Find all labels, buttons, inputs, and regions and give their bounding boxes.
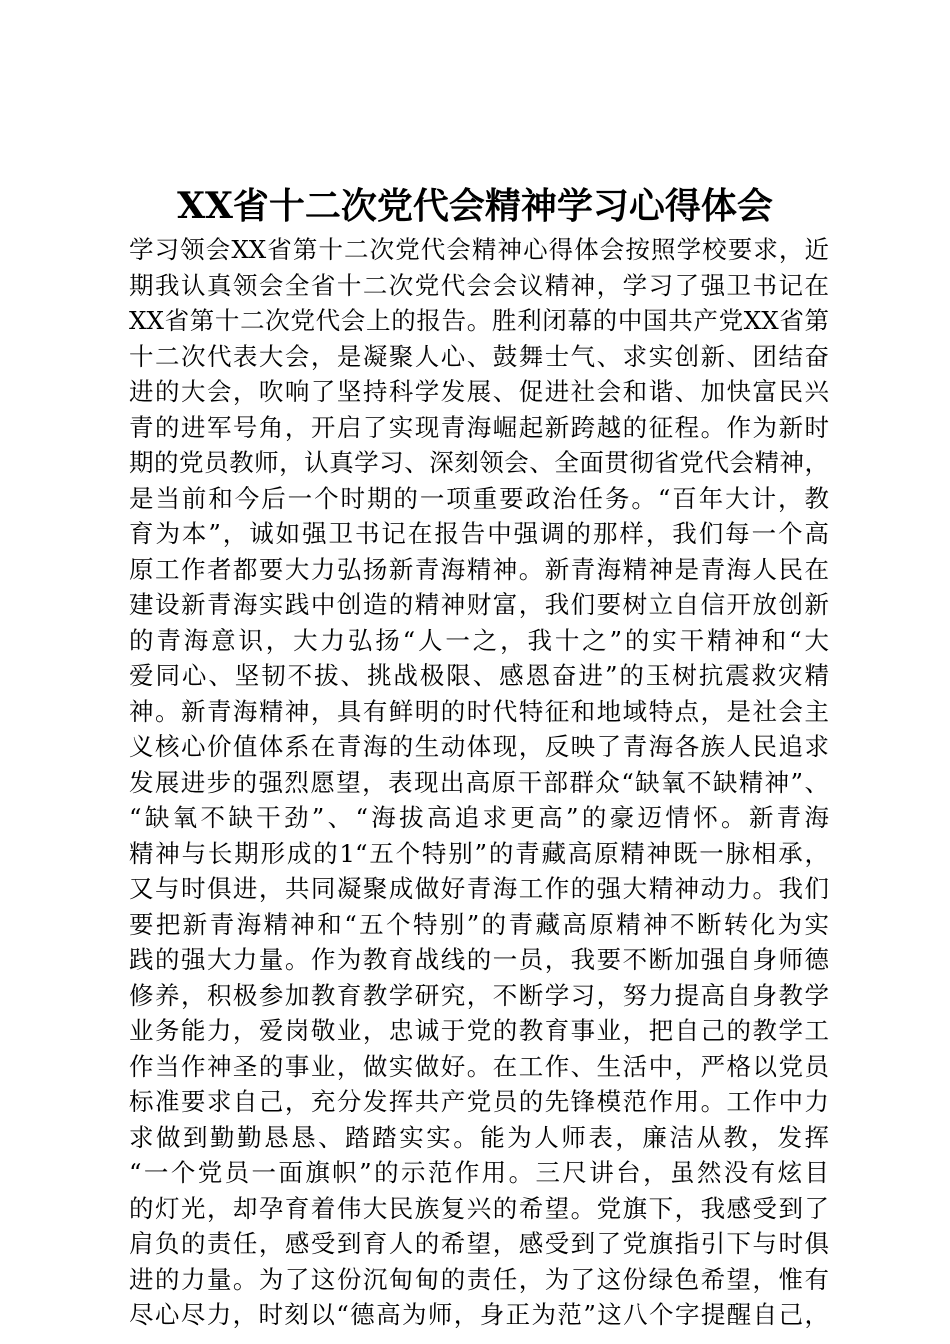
body-line: 的青海意识，大力弘扬“人一之，我十之”的实干精神和“大: [129, 625, 829, 655]
body-line: 进的大会，吹响了坚持科学发展、促进社会和谐、加快富民兴: [129, 377, 829, 406]
body-line: 践的强大力量。作为教育战线的一员，我要不断加强自身师德: [129, 945, 829, 974]
body-line: 要把新青海精神和“五个特别”的青藏高原精神不断转化为实: [129, 909, 829, 939]
document-title: XX省十二次党代会精神学习心得体会: [177, 185, 773, 227]
body-line: 育为本”，诚如强卫书记在报告中强调的那样，我们每一个高: [129, 519, 829, 548]
document-body: [129, 232, 829, 1333]
body-line: 神。新青海精神，具有鲜明的时代特征和地域特点，是社会主: [129, 696, 829, 726]
body-line: 肩负的责任，感受到育人的希望，感受到了党旗指引下与时俱: [129, 1229, 829, 1258]
body-line: XX省第十二次党代会上的报告。胜利闭幕的中国共产党XX省第: [129, 306, 829, 335]
body-line: 标准要求自己，充分发挥共产党员的先锋模范作用。工作中力: [129, 1087, 829, 1116]
body-line: 期我认真领会全省十二次党代会会议精神，学习了强卫书记在: [129, 270, 829, 300]
body-line: 求做到勤勤恳恳、踏踏实实。能为人师表，廉洁从教，发挥: [129, 1122, 829, 1152]
body-line: 进的力量。为了这份沉甸甸的责任，为了这份绿色希望，惟有: [129, 1264, 829, 1294]
body-line: “缺氧不缺干劲”、“海拔高追求更高”的豪迈情怀。新青海: [129, 803, 829, 832]
body-line: 修养，积极参加教育教学研究，不断学习，努力提高自身教学: [129, 980, 829, 1010]
body-line: 又与时俱进，共同凝聚成做好青海工作的强大精神动力。我们: [129, 874, 829, 903]
body-line: 原工作者都要大力弘扬新青海精神。新青海精神是青海人民在: [129, 554, 829, 584]
body-line: 精神与长期形成的1“五个特别”的青藏高原精神既一脉相承，: [129, 838, 829, 868]
body-line: 是当前和今后一个时期的一项重要政治任务。“百年大计，教: [129, 483, 829, 513]
body-line: 义核心价值体系在青海的生动体现，反映了青海各族人民追求: [129, 732, 829, 761]
body-line: 学习领会XX省第十二次党代会精神心得体会按照学校要求，近: [129, 235, 829, 264]
body-line: 期的党员教师，认真学习、深刻领会、全面贯彻省党代会精神，: [129, 448, 829, 477]
body-line: 发展进步的强烈愿望，表现出高原干部群众“缺氧不缺精神”、: [129, 767, 829, 797]
body-line: 十二次代表大会，是凝聚人心、鼓舞士气、求实创新、团结奋: [129, 341, 829, 371]
body-line: 建设新青海实践中创造的精神财富，我们要树立自信开放创新: [129, 590, 829, 619]
body-line: 业务能力，爱岗敬业，忠诚于党的教育事业，把自己的教学工: [129, 1016, 829, 1045]
body-line: 作当作神圣的事业，做实做好。在工作、生活中，严格以党员: [129, 1051, 829, 1081]
body-line: 爱同心、坚韧不拔、挑战极限、感恩奋进”的玉树抗震救灾精: [129, 661, 829, 690]
body-line: 尽心尽力，时刻以“德高为师，身正为范”这八个字提醒自己，: [129, 1300, 829, 1329]
body-line: “一个党员一面旗帜”的示范作用。三尺讲台，虽然没有炫目: [129, 1158, 829, 1187]
body-line: 青的进军号角，开启了实现青海崛起新跨越的征程。作为新时: [129, 412, 829, 442]
body-line: 的灯光，却孕育着伟大民族复兴的希望。党旗下，我感受到了: [129, 1193, 829, 1223]
